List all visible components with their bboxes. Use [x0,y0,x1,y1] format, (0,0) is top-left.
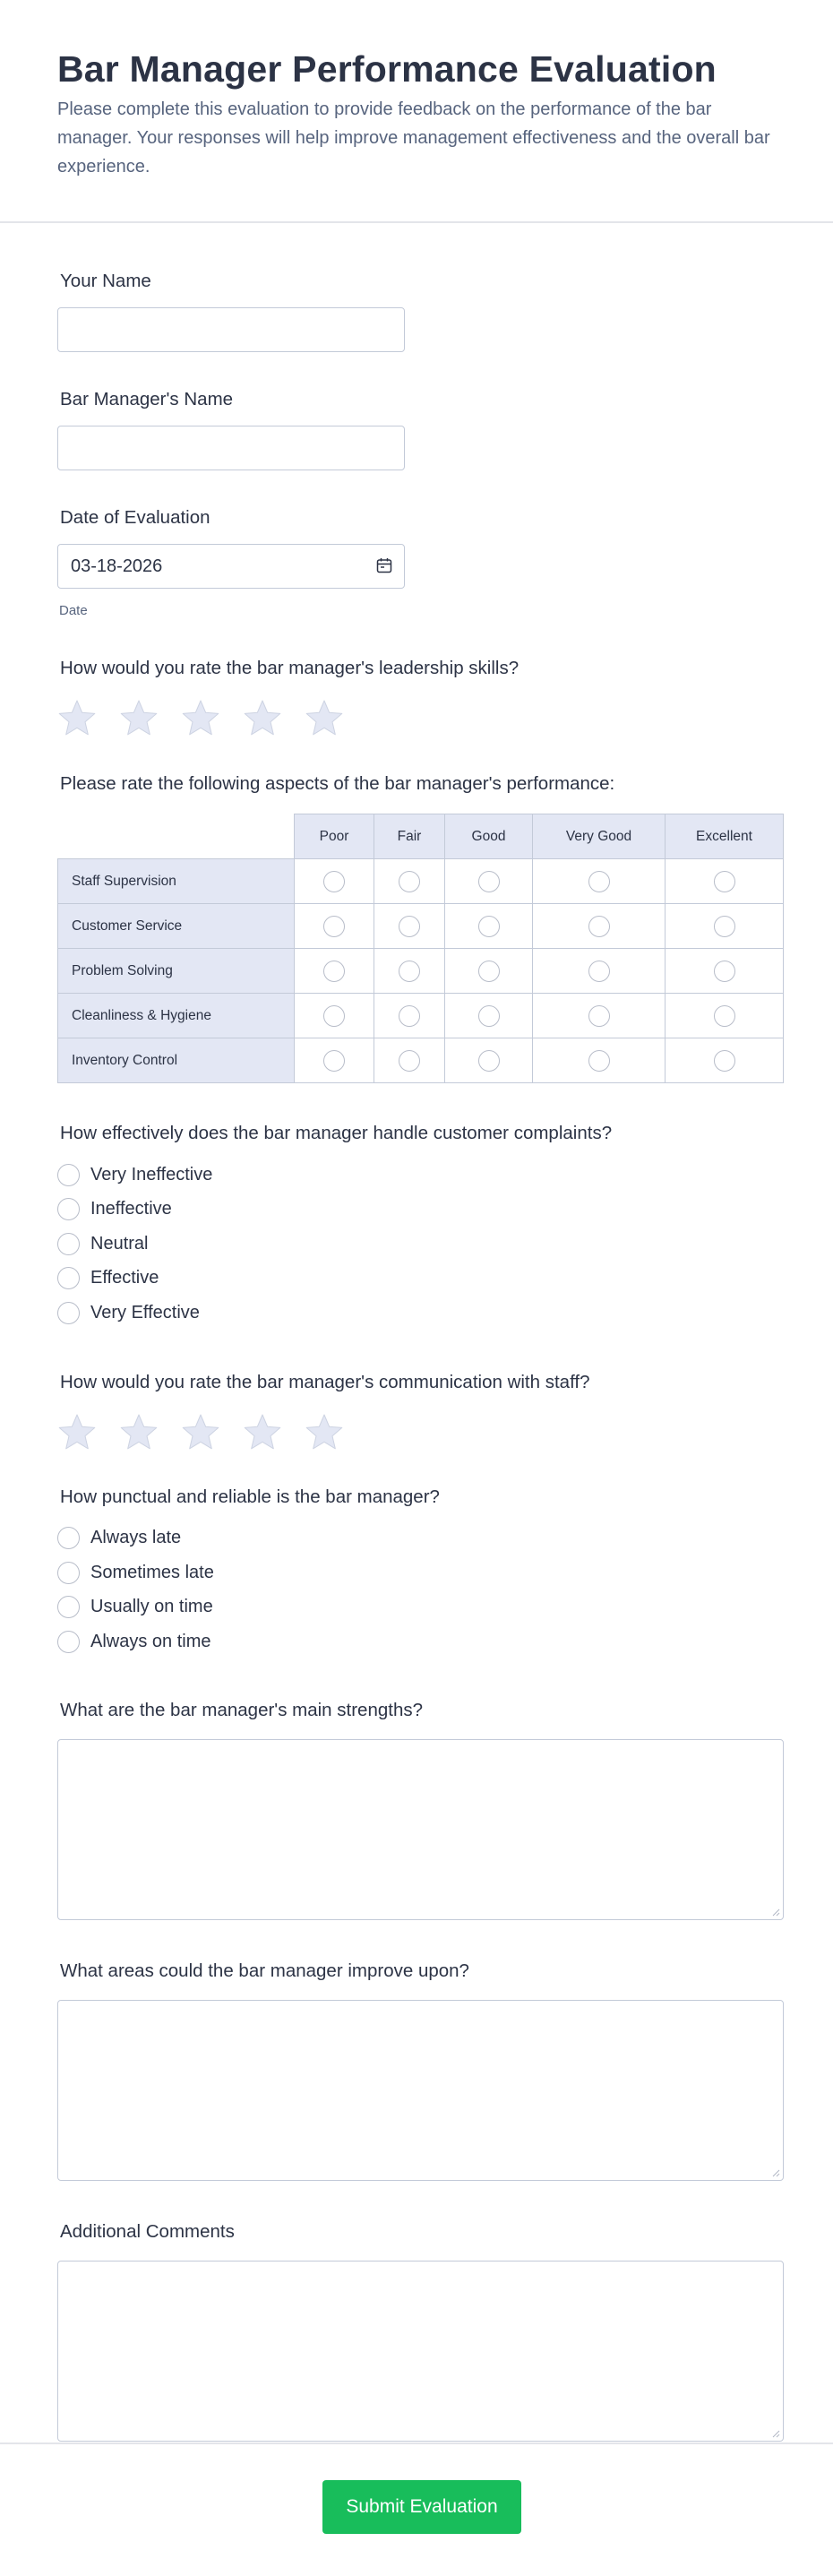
star-4[interactable] [243,699,282,737]
radio-option-label: Effective [90,1268,159,1288]
complaints-question: How effectively does the bar manager handle customer complaints? [60,1123,613,1143]
manager-name-field [57,387,776,470]
radio-option[interactable] [57,1262,776,1297]
matrix-col-header: Very Good [533,814,666,859]
star-icon [181,1413,220,1451]
complaints-field [57,1121,776,1331]
star-icon [119,1413,159,1451]
matrix-question: Please rate the following aspects of the bar manager's performance: [60,773,615,794]
star-3[interactable] [181,1413,220,1451]
radio-button[interactable] [57,1302,80,1324]
matrix-col-header: Poor [295,814,374,859]
matrix-row-label: Staff Supervision [58,859,295,904]
radio-option-label: Always late [90,1528,182,1548]
manager-name-label: Bar Manager's Name [60,389,234,409]
matrix-header-row [58,814,784,859]
radio-option[interactable] [57,1227,776,1262]
evaluation-form [0,269,833,2442]
matrix-col-header: Fair [374,814,445,859]
comments-textarea[interactable] [57,2261,784,2442]
communication-question: How would you rate the bar manager's communication with staff? [60,1371,590,1392]
matrix-radio[interactable] [714,871,735,892]
star-icon [119,699,159,737]
page-subtitle: Please complete this evaluation to provide feedback on the performance of the bar manager. Your responses will help improve management effectiveness and the overall bar experience. [57,99,770,177]
matrix-row-label: Inventory Control [58,1038,295,1083]
radio-button[interactable] [57,1267,80,1289]
matrix-radio[interactable] [399,916,420,937]
punctuality-options [57,1521,776,1659]
matrix-radio[interactable] [399,871,420,892]
star-icon [181,699,220,737]
date-label: Date of Evaluation [60,507,210,528]
matrix-col-header: Good [445,814,533,859]
matrix-radio[interactable] [323,1005,345,1027]
radio-option-label: Always on time [90,1631,211,1651]
star-icon [305,1413,344,1451]
radio-option[interactable] [57,1193,776,1228]
date-input[interactable] [57,544,405,589]
radio-button[interactable] [57,1631,80,1653]
matrix-col-header: Excellent [666,814,784,859]
matrix-row [58,949,784,994]
calendar-icon[interactable] [376,557,392,573]
star-icon [57,1413,97,1451]
matrix-row [58,1038,784,1083]
matrix-radio[interactable] [323,916,345,937]
improvements-textarea[interactable] [57,2000,784,2181]
star-icon [243,1413,282,1451]
resize-handle-icon[interactable] [771,1908,780,1917]
communication-star-rating [57,1413,776,1451]
matrix-radio[interactable] [714,961,735,982]
matrix-radio[interactable] [323,961,345,982]
matrix-radio[interactable] [323,1050,345,1072]
your-name-input[interactable] [57,307,405,352]
matrix-radio[interactable] [478,916,500,937]
matrix-radio[interactable] [399,1050,420,1072]
radio-option-label: Sometimes late [90,1562,214,1582]
radio-button[interactable] [57,1233,80,1255]
radio-option-label: Very Effective [90,1302,200,1322]
improvements-label: What areas could the bar manager improve upon? [60,1960,469,1981]
radio-option-label: Neutral [90,1233,149,1254]
resize-handle-icon[interactable] [771,2168,780,2177]
punctuality-question: How punctual and reliable is the bar manager? [60,1486,440,1507]
leadership-star-rating [57,699,776,737]
star-4[interactable] [243,1413,282,1451]
matrix-radio[interactable] [323,871,345,892]
page-title: Bar Manager Performance Evaluation [57,48,717,90]
matrix-radio[interactable] [588,961,610,982]
leadership-rating-field [57,656,776,737]
matrix-row-label: Customer Service [58,904,295,949]
date-picker [57,544,405,589]
matrix-radio[interactable] [588,871,610,892]
matrix-corner [58,814,295,859]
communication-rating-field [57,1370,776,1451]
date-sublabel: Date [59,603,88,618]
punctuality-field [57,1485,776,1659]
radio-option[interactable] [57,1590,776,1625]
form-header [0,0,833,223]
matrix-radio[interactable] [478,1050,500,1072]
star-icon [305,699,344,737]
date-field [57,505,776,618]
star-5[interactable] [305,699,344,737]
matrix-row [58,994,784,1038]
strengths-label: What are the bar manager's main strengths? [60,1699,424,1720]
radio-button[interactable] [57,1164,80,1186]
matrix-radio[interactable] [588,1005,610,1027]
radio-button[interactable] [57,1527,80,1549]
matrix-radio[interactable] [588,916,610,937]
form-footer [0,2442,833,2576]
submit-button[interactable]: Submit Evaluation [322,2480,521,2534]
matrix-radio[interactable] [714,1050,735,1072]
leadership-question: How would you rate the bar manager's leadership skills? [60,658,520,678]
your-name-field [57,269,776,352]
radio-button[interactable] [57,1562,80,1584]
star-1[interactable] [57,1413,97,1451]
radio-button[interactable] [57,1596,80,1618]
manager-name-input[interactable] [57,426,405,470]
resize-handle-icon[interactable] [771,2429,780,2438]
matrix-radio[interactable] [399,1005,420,1027]
star-3[interactable] [181,699,220,737]
radio-option-label: Usually on time [90,1597,213,1617]
strengths-textarea[interactable] [57,1739,784,1920]
matrix-radio[interactable] [588,1050,610,1072]
matrix-radio[interactable] [399,961,420,982]
comments-field [57,2219,776,2442]
radio-button[interactable] [57,1198,80,1220]
your-name-label: Your Name [60,271,151,291]
matrix-row-label: Problem Solving [58,949,295,994]
star-icon [243,699,282,737]
radio-option[interactable] [57,1521,776,1556]
performance-matrix-field [57,771,776,1083]
star-icon [57,699,97,737]
radio-option[interactable] [57,1624,776,1659]
star-5[interactable] [305,1413,344,1451]
star-2[interactable] [119,1413,159,1451]
radio-option[interactable] [57,1158,776,1193]
strengths-field [57,1698,776,1920]
improvements-field [57,1959,776,2181]
matrix-row [58,904,784,949]
matrix-radio[interactable] [714,916,735,937]
radio-option-label: Very Ineffective [90,1164,213,1185]
matrix-radio[interactable] [714,1005,735,1027]
radio-option[interactable] [57,1555,776,1590]
matrix-row-label: Cleanliness & Hygiene [58,994,295,1038]
radio-option-label: Ineffective [90,1199,172,1219]
star-2[interactable] [119,699,159,737]
matrix-radio[interactable] [478,871,500,892]
matrix-radio[interactable] [478,961,500,982]
star-1[interactable] [57,699,97,737]
complaints-options [57,1158,776,1331]
radio-option[interactable] [57,1296,776,1331]
matrix-radio[interactable] [478,1005,500,1027]
matrix-row [58,859,784,904]
performance-matrix [57,814,784,1083]
comments-label: Additional Comments [60,2220,235,2242]
